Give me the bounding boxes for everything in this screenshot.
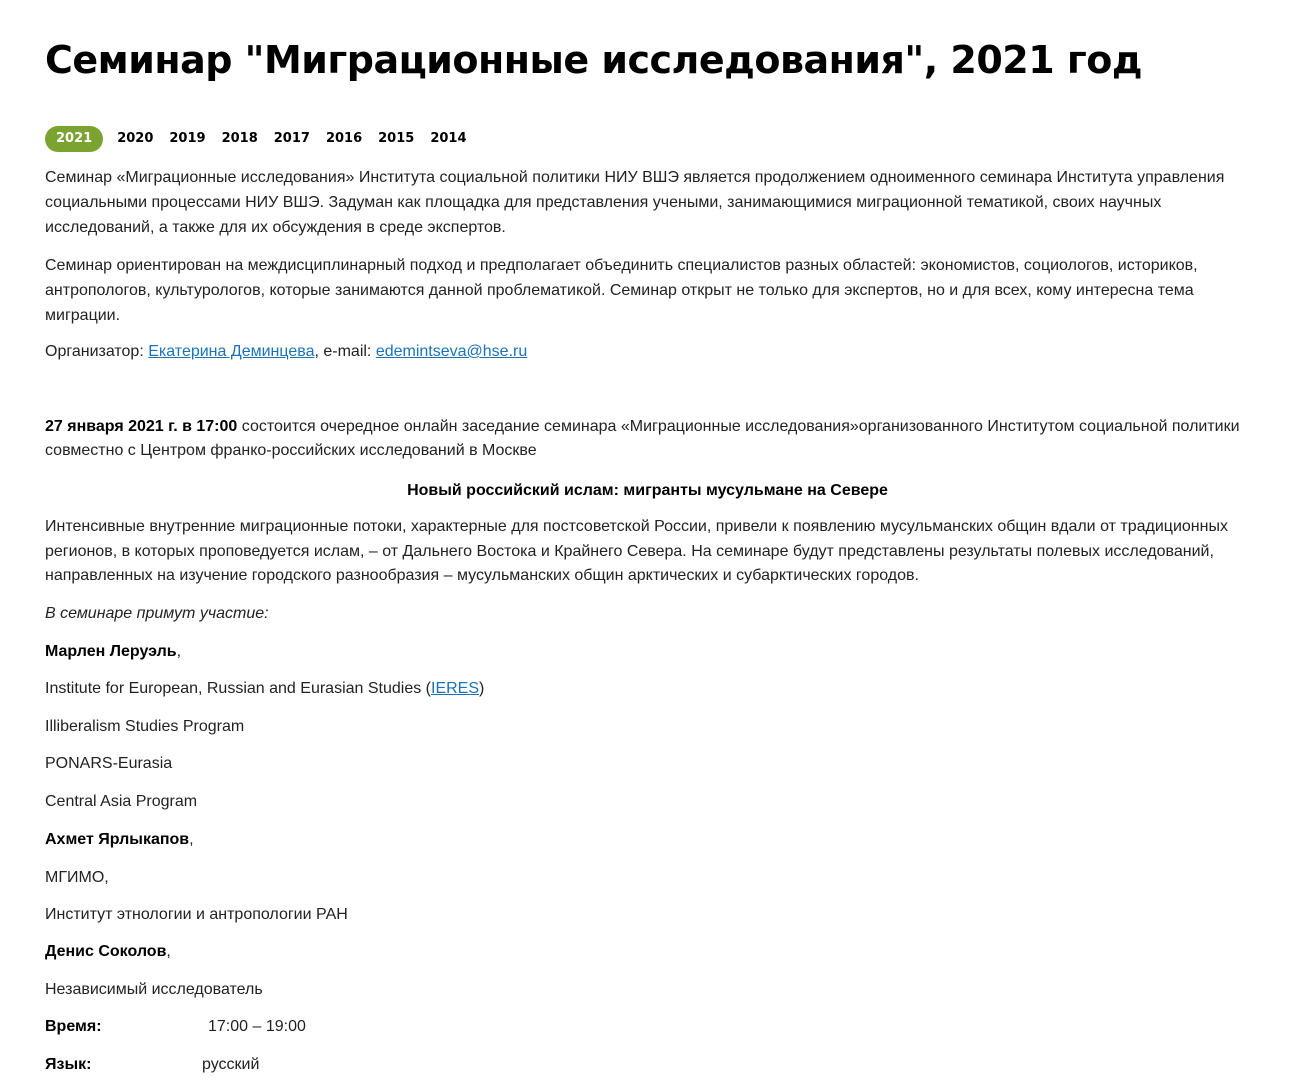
event-date-rest: состоится очередное онлайн заседание семинара «Миграционные исследования»организованного Институтом социальной политики совместно с Центром франко-российских исследований в Москве xyxy=(45,418,1240,459)
language-value: русский xyxy=(202,1056,260,1073)
tab-year-2014[interactable]: 2014 xyxy=(430,131,467,146)
tab-year-2018[interactable]: 2018 xyxy=(221,131,258,146)
affiliation-close: ) xyxy=(479,680,485,697)
participant-1-affiliation-3: PONARS-Eurasia xyxy=(45,755,173,772)
organizer-line xyxy=(45,339,1250,364)
event-description xyxy=(45,515,1250,589)
intro-paragraph-1 xyxy=(45,165,1250,240)
participant-2-name: Ахмет Ярлыкапов xyxy=(45,831,190,848)
participant-1-affiliation-2: Illiberalism Studies Program xyxy=(45,718,245,735)
participant-3-affiliation-1: Независимый исследователь xyxy=(45,981,263,998)
organizer-label: Организатор: xyxy=(45,343,149,360)
intro-paragraph-2 xyxy=(45,253,1250,328)
year-tabs xyxy=(45,126,483,152)
time-value: 17:00 – 19:00 xyxy=(208,1018,306,1035)
participant-2 xyxy=(45,828,194,852)
participant-1 xyxy=(45,640,181,664)
affiliation-text: Institute for European, Russian and Eurasian Studies ( xyxy=(45,680,431,697)
email-label: , e-mail: xyxy=(314,343,376,360)
email-link[interactable]: edemintseva@hse.ru xyxy=(375,343,528,360)
comma: , xyxy=(166,943,171,960)
tab-year-2020[interactable]: 2020 xyxy=(117,131,154,146)
participant-3 xyxy=(45,940,171,964)
participant-2-affiliation-2: Институт этнологии и антропологии РАН xyxy=(45,906,348,923)
tab-year-2019[interactable]: 2019 xyxy=(169,131,206,146)
time-label: Время: xyxy=(45,1018,102,1035)
time-row xyxy=(45,1015,306,1039)
tab-year-2021[interactable]: 2021 xyxy=(45,126,103,152)
participants-heading: В семинаре примут участие: xyxy=(45,605,269,622)
comma: , xyxy=(176,643,182,660)
participant-1-affiliation-1 xyxy=(45,677,484,701)
participant-3-name: Денис Соколов xyxy=(45,943,167,960)
organizer-link[interactable]: Екатерина Деминцева xyxy=(148,343,315,360)
participant-2-affiliation-1: МГИМО, xyxy=(45,869,109,886)
page-title: Семинар "Миграционные исследования", 2021 год xyxy=(45,38,1143,82)
participant-1-name: Марлен Леруэль xyxy=(45,643,177,660)
tab-year-2016[interactable]: 2016 xyxy=(325,131,363,146)
tab-year-2017[interactable]: 2017 xyxy=(273,131,310,146)
event-date: 27 января 2021 г. в 17:00 xyxy=(45,418,238,435)
comma: , xyxy=(189,831,194,848)
intro-text-1: Семинар «Миграционные исследования» Института социальной политики НИУ ВШЭ является продолжением одноименного семинара Института управления социальными процессами НИУ ВШЭ. Задуман как площадка для представления учеными, занимающимися миграционной тематикой, своих научных исследований, а также для их обсуждения в среде экспертов. xyxy=(45,169,1225,236)
event-announcement xyxy=(45,415,1250,463)
ieres-link[interactable]: IERES xyxy=(431,680,480,697)
tab-year-2015[interactable]: 2015 xyxy=(378,131,415,146)
language-row xyxy=(45,1053,259,1077)
intro-text-2: Семинар ориентирован на междисциплинарный подход и предполагает объединить специалистов разных областей: экономистов, социологов, историков, антропологов, культурологов, которые занимаются данной проблематикой. Семинар открыт не только для экспертов, но и для всех, кому интересна тема миграции. xyxy=(45,257,1198,324)
event-description-text: Интенсивные внутренние миграционные потоки, характерные для постсоветской России, привели к появлению мусульманских общин вдали от традиционных регионов, в которых проповедуется ислам, – от Дальнего Востока и Крайнего Севера. На семинаре будут представлены результаты полевых исследований, направленных на изучение городского разнообразия – мусульманских общин арктических и субарктических городов. xyxy=(45,518,1228,584)
language-label: Язык: xyxy=(45,1056,92,1073)
event-topic: Новый российский ислам: мигранты мусульмане на Севере xyxy=(407,482,888,499)
participant-1-affiliation-4: Central Asia Program xyxy=(45,793,198,810)
